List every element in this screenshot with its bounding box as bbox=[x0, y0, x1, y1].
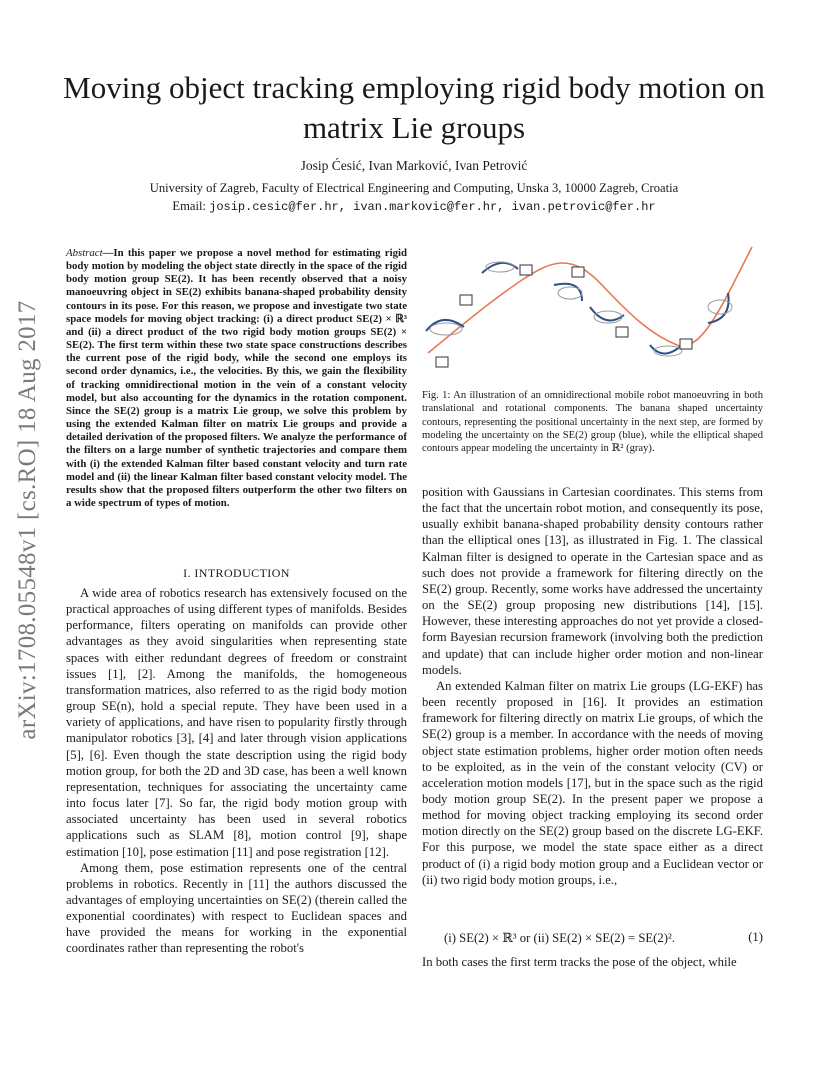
email-addresses: josip.cesic@fer.hr, ivan.markovic@fer.hr, ivan.petrovic@fer.hr bbox=[209, 200, 656, 214]
equation-number: (1) bbox=[748, 930, 763, 944]
ellipse-contour bbox=[558, 287, 582, 299]
author-list: Josip Ćesić, Ivan Marković, Ivan Petrović bbox=[300, 158, 528, 173]
robot-icon bbox=[572, 267, 584, 277]
right-paragraph-1: position with Gaussians in Cartesian coordinates. This stems from the fact that the uncertain robot motion, and consequently its pose, usually exhibit banana-shaped probability density contours rather than the elliptical ones [13], as illustrated in Fig. 1. The classical Kalman filter is designed to operate in the Cartesian space and as such does not provide a framework for filtering directly on the SE(2) group. Recently, some works have addressed the uncertainty on the SE(2) group proposing new distributions [14], [15]. However, these interesting approaches do not yet provide a closed-form Bayesian recursion framework (involving both the prediction and update) that can include higher order motion and non-linear models. bbox=[422, 485, 763, 677]
closing-line: In both cases the first term tracks the pose of the object, while bbox=[422, 955, 737, 969]
figure-1 bbox=[422, 245, 763, 383]
intro-paragraph-1: A wide area of robotics research has extensively focused on the practical approaches of using different types of manifolds. Besides performance, filters operating on manifolds can provide other advantages as they avoid singularities when representing state spaces with either redundant degrees of freedom or constraint issues [1], [2]. Among the manifolds, the homogeneous transformation matrices, also referred to as the rigid body motion group SE(n), hold a special repute. They have been used in a variety of applications, and have risen to popularity firstly through manipulator robotics [3], [4] and later through vision applications [5], [6]. Even though the state description using the rigid body motion group, for both the 2D and 3D case, has been a well known representation, techniques for associating the uncertainty came into focus later [7]. So far, the rigid body motion group with associated uncertainty has been used in several robotics applications such as SLAM [8], motion control [9], shape estimation [10], pose estimation [11] and pose registration [12]. bbox=[66, 586, 407, 859]
arxiv-stamp: arXiv:1708.05548v1 [cs.RO] 18 Aug 2017 bbox=[14, 300, 41, 740]
trajectory-curve bbox=[428, 247, 752, 353]
email-line bbox=[60, 199, 768, 214]
robot-icon bbox=[436, 357, 448, 367]
section-heading: I. INTRODUCTION bbox=[183, 566, 290, 580]
robot-icon bbox=[460, 295, 472, 305]
robot-icon bbox=[680, 339, 692, 349]
email-label: Email: bbox=[172, 199, 206, 213]
figure-caption: Fig. 1: An illustration of an omnidirectional mobile robot manoeuvring in both translational and rotational components. The banana shaped uncertainty contours, representing the positional uncertainty in the next step, are formed by modeling the uncertainty on the SE(2) group (blue), while the elliptical shaped contours appear modeling the uncertainty in ℝ² (gray). bbox=[422, 390, 763, 455]
abstract-lead: Abstract bbox=[66, 247, 103, 259]
affiliation: University of Zagreb, Faculty of Electrical Engineering and Computing, Unska 3, 10000 Zagreb, Croatia bbox=[149, 181, 679, 195]
right-column-text bbox=[422, 484, 763, 888]
intro-paragraph-2: Among them, pose estimation represents one of the central problems in robotics. Recently in [11] the authors discussed the advantages of employing uncertainties on SE(2) (therein called the exponential coordinates) with respect to Euclidean spaces and have provided the means for working in the exponential coordinates rather than representing the robot's bbox=[66, 860, 407, 956]
right-paragraph-2: An extended Kalman filter on matrix Lie groups (LG-EKF) has been recently proposed in [16]. It provides an estimation framework for filtering directly on matrix Lie groups, of which the SE(2) group is a member. In accordance with the needs of moving object state estimation problems, higher order motion often needs to be exploited, as in the vein of the constant velocity (CV) or acceleration motion models [17], but in the space such as the rigid body motion group SE(2). In the present paper we propose a method for moving object tracking employing its second order motion directly on the SE(2) group based on the discrete LG-EKF. For this purpose, we model the state space either as a direct product of (i) a rigid body motion group and a Euclidean vector or (ii) two rigid body motion groups, i.e., bbox=[422, 678, 763, 887]
intro-text bbox=[66, 585, 407, 957]
equation-body: (i) SE(2) × ℝ³ or (ii) SE(2) × SE(2) = SE(2)². bbox=[444, 931, 675, 945]
paper-title: Moving object tracking employing rigid body motion on matrix Lie groups bbox=[63, 70, 765, 145]
robot-icon bbox=[616, 327, 628, 337]
abstract-text: —In this paper we propose a novel method for estimating rigid body motion by modeling the object state directly in the space of the rigid body motion group SE(2). It has been recently observed that a noisy manoeuvring object in SE(2) exhibits banana-shaped probability density contours in its pose. For this reason, we propose and investigate two state space models for moving object tracking: (i) a direct product SE(2) × ℝ³ and (ii) a direct product of the two rigid body motion groups SE(2) × SE(2). The first term within these two state space constructions describes the current pose of the rigid body, while the second one employs its second order dynamics, i.e., the velocities. By this, we gain the flexibility of tracking omnidirectional motion in the vein of a constant velocity model, but also accounting for the dynamics in the rotation component. Since the SE(2) group is a matrix Lie group, we solve this problem by using the extended Kalman filter on matrix Lie groups and provide a detailed derivation of the proposed filters. We analyze the performance of the filters on a large number of synthetic trajectories and compare them with (i) the extended Kalman filter based constant velocity and turn rate model and (ii) the linear Kalman filter based constant velocity model. The results show that the proposed filters outperform the other two filters on a wide spectrum of types of motion. bbox=[66, 247, 407, 509]
robot-icon bbox=[520, 265, 532, 275]
abstract bbox=[66, 247, 407, 510]
trajectory-illustration bbox=[422, 245, 763, 383]
